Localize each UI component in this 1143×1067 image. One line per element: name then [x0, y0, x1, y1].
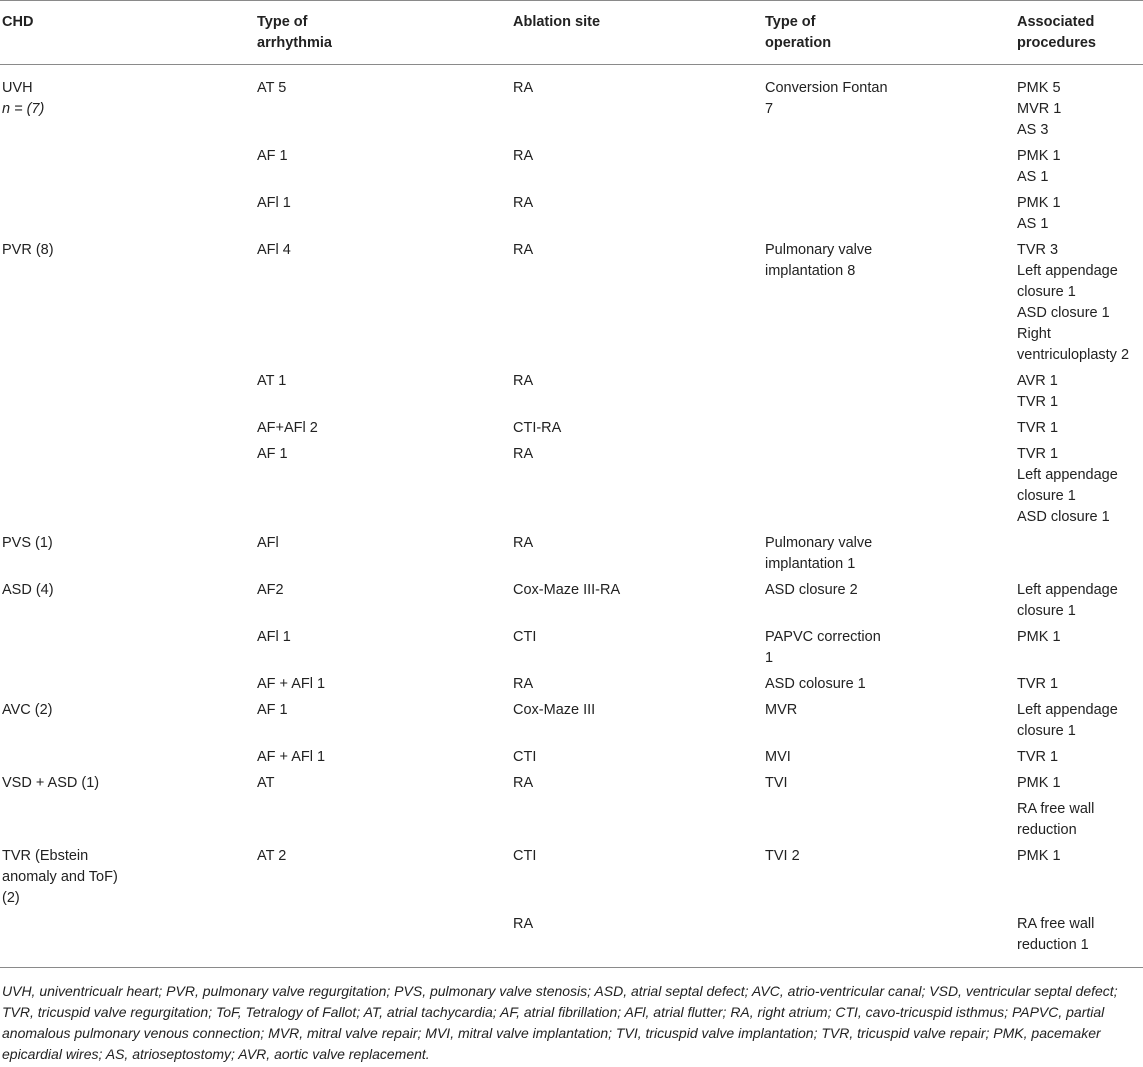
chd-label: PVR (8) — [2, 242, 54, 258]
cell-chd — [0, 366, 253, 413]
table-row — [0, 742, 1143, 768]
cell-procedures: PMK 1 — [1017, 629, 1061, 645]
cell-procedures: PMK 5 MVR 1 AS 3 — [1017, 80, 1062, 138]
table-row — [0, 528, 1143, 575]
chd-label: VSD + ASD (1) — [2, 775, 100, 791]
cell-ablation-site: RA — [513, 148, 534, 164]
cell-arrhythmia: AF 1 — [257, 148, 288, 164]
table-body — [0, 65, 1143, 968]
cell-arrhythmia: AT 5 — [257, 80, 287, 96]
cell-ablation-site: Cox-Maze III-RA — [513, 582, 621, 598]
cell-arrhythmia: AFl 1 — [257, 629, 291, 645]
cell-chd — [0, 622, 253, 669]
cell-operation: Conversion Fontan 7 — [765, 80, 888, 117]
cell-ablation-site: RA — [513, 195, 534, 211]
table-row — [0, 413, 1143, 439]
cell-operation: PAPVC correction 1 — [765, 629, 881, 666]
cell-procedures: Left appendage closure 1 — [1017, 702, 1118, 739]
cell-ablation-site: CTI — [513, 749, 537, 765]
cell-chd — [0, 909, 253, 967]
cell-operation — [761, 439, 1013, 528]
cell-chd — [0, 768, 253, 794]
cell-operation: Pulmonary valve implantation 1 — [765, 535, 873, 572]
table-row — [0, 188, 1143, 235]
cell-ablation-site: CTI — [513, 848, 537, 864]
header-arrhythmia: Type of arrhythmia — [253, 1, 509, 65]
cell-procedures: PMK 1 AS 1 — [1017, 195, 1061, 232]
cell-ablation-site: Cox-Maze III — [513, 702, 596, 718]
chd-label: UVH — [2, 80, 33, 96]
cell-operation: TVI 2 — [765, 848, 800, 864]
cell-arrhythmia: AF 1 — [257, 446, 288, 462]
cell-chd — [0, 439, 253, 528]
cell-operation: ASD colosure 1 — [765, 676, 866, 692]
cell-ablation-site: RA — [513, 242, 534, 258]
cell-arrhythmia: AF + AFl 1 — [257, 749, 326, 765]
cell-operation: Pulmonary valve implantation 8 — [765, 242, 873, 279]
header-ablation-site: Ablation site — [509, 1, 761, 65]
table-row — [0, 575, 1143, 622]
cell-ablation-site — [509, 794, 761, 841]
cell-chd — [0, 141, 253, 188]
table-row — [0, 794, 1143, 841]
cell-arrhythmia — [253, 909, 509, 967]
cell-procedures: TVR 1 — [1017, 749, 1059, 765]
cell-operation — [761, 794, 1013, 841]
header-operation: Type of operation — [761, 1, 1013, 65]
table-row — [0, 622, 1143, 669]
chd-count: n = (7) — [2, 101, 45, 117]
cell-arrhythmia: AFl — [257, 535, 279, 551]
cell-arrhythmia: AF2 — [257, 582, 284, 598]
cell-chd — [0, 669, 253, 695]
cell-procedures: RA free wall reduction — [1017, 801, 1095, 838]
chd-label: AVC (2) — [2, 702, 53, 718]
cell-ablation-site: RA — [513, 775, 534, 791]
table-header — [0, 1, 1143, 65]
cell-ablation-site: RA — [513, 676, 534, 692]
cell-arrhythmia: AT 2 — [257, 848, 287, 864]
cell-arrhythmia: AFl 1 — [257, 195, 291, 211]
cell-procedures: TVR 1 — [1017, 676, 1059, 692]
cell-procedures: RA free wall reduction 1 — [1017, 916, 1095, 953]
cell-operation: MVR — [765, 702, 798, 718]
table-row — [0, 768, 1143, 794]
table-footnote: UVH, univentricualr heart; PVR, pulmonary valve regurgitation; PVS, pulmonary valve stenosis; ASD, atrial septal defect; AVC, atrio-ventricular canal; VSD, ventricular septal defect; TVR, tricuspid valve regurgitation; ToF, Tetralogy of Fallot; AT, atrial tachycardia; AF, atrial fibrillation; AFl, atrial flutter; RA, right atrium; CTI, cavo-tricuspid isthmus; PAPVC, partial anomalous pulmonary venous connection; MVR, mitral valve repair; MVI, mitral valve implantation; TVI, tricuspid valve implantation; TVR, tricuspid valve repair; PMK, pacemaker epicardial wires; AS, atrioseptostomy; AVR, aortic valve replacement. — [0, 967, 1143, 1065]
table-row — [0, 909, 1143, 967]
cell-chd — [0, 235, 253, 366]
table-row — [0, 439, 1143, 528]
header-row — [0, 1, 1143, 65]
cell-ablation-site: RA — [513, 916, 534, 932]
cell-procedures: AVR 1 TVR 1 — [1017, 373, 1059, 410]
cell-operation: ASD closure 2 — [765, 582, 858, 598]
cell-procedures: TVR 1 Left appendage closure 1 ASD closure 1 — [1017, 446, 1118, 525]
cell-chd — [0, 65, 253, 142]
cell-chd — [0, 794, 253, 841]
table-row — [0, 366, 1143, 413]
cell-arrhythmia — [253, 794, 509, 841]
cell-operation — [761, 188, 1013, 235]
table-row — [0, 841, 1143, 909]
cell-procedures: PMK 1 — [1017, 775, 1061, 791]
cell-chd — [0, 841, 253, 909]
table-row — [0, 65, 1143, 142]
cell-procedures — [1013, 528, 1143, 575]
cell-arrhythmia: AF 1 — [257, 702, 288, 718]
cell-operation: TVI — [765, 775, 788, 791]
cell-arrhythmia: AT — [257, 775, 275, 791]
cell-ablation-site: CTI — [513, 629, 537, 645]
cell-arrhythmia: AF+AFl 2 — [257, 420, 318, 436]
table-row — [0, 669, 1143, 695]
chd-label: ASD (4) — [2, 582, 54, 598]
chd-label: PVS (1) — [2, 535, 53, 551]
cell-arrhythmia: AFl 4 — [257, 242, 291, 258]
cell-procedures: PMK 1 AS 1 — [1017, 148, 1061, 185]
table-row — [0, 695, 1143, 742]
header-chd: CHD — [0, 1, 253, 65]
cell-chd — [0, 188, 253, 235]
table-row — [0, 141, 1143, 188]
cell-operation: MVI — [765, 749, 791, 765]
cell-ablation-site: RA — [513, 373, 534, 389]
cell-procedures: PMK 1 — [1017, 848, 1061, 864]
cell-operation — [761, 366, 1013, 413]
table-row — [0, 235, 1143, 366]
cell-chd — [0, 575, 253, 622]
header-procedures: Associated procedures — [1013, 1, 1143, 65]
cell-chd — [0, 695, 253, 742]
chd-label: TVR (Ebstein anomaly and ToF) (2) — [2, 848, 118, 906]
cell-operation — [761, 909, 1013, 967]
cell-ablation-site: RA — [513, 535, 534, 551]
cell-chd — [0, 413, 253, 439]
cell-procedures: Left appendage closure 1 — [1017, 582, 1118, 619]
cell-procedures: TVR 1 — [1017, 420, 1059, 436]
cell-ablation-site: RA — [513, 80, 534, 96]
cell-ablation-site: RA — [513, 446, 534, 462]
cell-ablation-site: CTI-RA — [513, 420, 562, 436]
cell-chd — [0, 742, 253, 768]
cell-operation — [761, 413, 1013, 439]
cell-operation — [761, 141, 1013, 188]
cell-chd — [0, 528, 253, 575]
cell-arrhythmia: AF + AFl 1 — [257, 676, 326, 692]
cell-procedures: TVR 3 Left appendage closure 1 ASD closure 1 Right ventriculoplasty 2 — [1017, 242, 1130, 363]
cell-arrhythmia: AT 1 — [257, 373, 287, 389]
